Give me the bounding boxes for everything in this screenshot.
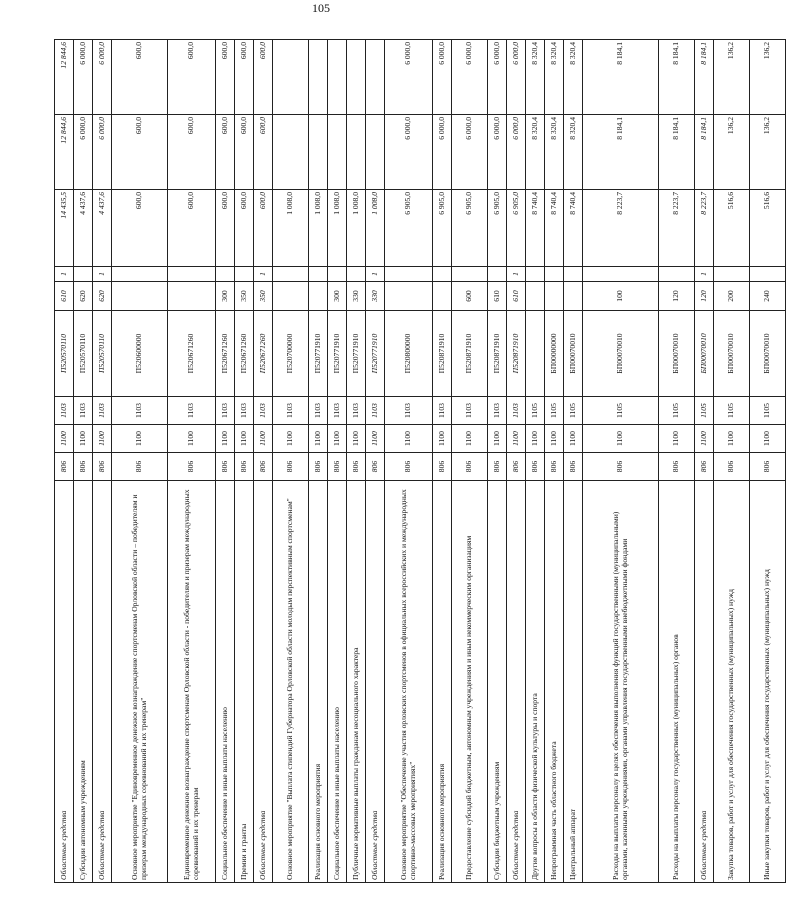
row-section: 1100 bbox=[526, 425, 545, 453]
table-row bbox=[695, 40, 714, 883]
row-source-code bbox=[168, 267, 216, 282]
row-amount-3: 600,0 bbox=[112, 40, 168, 115]
row-name: Иные закупки товаров, работ и услуг для обеспечения государственных (муниципальных) нужд bbox=[750, 481, 786, 883]
row-expense-type: 300 bbox=[216, 282, 235, 311]
row-name: Расходы на выплаты персоналу в целях обеспечения выполнения функций государственными (муниципальными) органами, казенными учреждениями, органами управления государственными внебюджетными фондами bbox=[583, 481, 659, 883]
row-section: 1100 bbox=[695, 425, 714, 453]
row-target-code: П520871910 bbox=[433, 311, 452, 397]
row-target-code: П520671260 bbox=[216, 311, 235, 397]
row-source-code bbox=[309, 267, 328, 282]
row-subsection: 1103 bbox=[488, 397, 507, 425]
row-target-code: БП00070010 bbox=[750, 311, 786, 397]
row-admin-code: 806 bbox=[93, 453, 112, 481]
row-section: 1100 bbox=[328, 425, 347, 453]
row-expense-type: 300 bbox=[328, 282, 347, 311]
row-target-code: П520671260 bbox=[168, 311, 216, 397]
row-section: 1100 bbox=[714, 425, 750, 453]
row-name: Социальное обеспечение и иные выплаты населению bbox=[216, 481, 235, 883]
row-subsection: 1105 bbox=[526, 397, 545, 425]
row-amount-1: 1 008,0 bbox=[347, 190, 366, 267]
row-amount-2: 12 844,6 bbox=[55, 115, 74, 190]
row-amount-1: 8 223,7 bbox=[659, 190, 695, 267]
row-name: Реализация основного мероприятия bbox=[309, 481, 328, 883]
row-expense-type bbox=[385, 282, 433, 311]
table-row bbox=[112, 40, 168, 883]
row-admin-code: 806 bbox=[112, 453, 168, 481]
row-source-code bbox=[545, 267, 564, 282]
table-row bbox=[216, 40, 235, 883]
table-row bbox=[714, 40, 750, 883]
row-admin-code: 806 bbox=[714, 453, 750, 481]
row-amount-1: 1 008,0 bbox=[273, 190, 309, 267]
page-number: 105 bbox=[312, 1, 330, 15]
row-subsection: 1103 bbox=[55, 397, 74, 425]
row-subsection: 1103 bbox=[309, 397, 328, 425]
row-source-code bbox=[74, 267, 93, 282]
row-subsection: 1103 bbox=[452, 397, 488, 425]
row-source-code bbox=[526, 267, 545, 282]
row-amount-3: 8 184,1 bbox=[659, 40, 695, 115]
row-source-code bbox=[564, 267, 583, 282]
row-expense-type: 100 bbox=[583, 282, 659, 311]
table-row bbox=[659, 40, 695, 883]
row-subsection: 1103 bbox=[328, 397, 347, 425]
row-admin-code: 806 bbox=[366, 453, 385, 481]
row-subsection: 1103 bbox=[74, 397, 93, 425]
row-amount-1: 600,0 bbox=[216, 190, 235, 267]
row-admin-code: 806 bbox=[385, 453, 433, 481]
row-amount-3: 6 000,0 bbox=[93, 40, 112, 115]
row-subsection: 1103 bbox=[366, 397, 385, 425]
row-expense-type: 120 bbox=[695, 282, 714, 311]
row-name: Другие вопросы в области физической культуры и спорта bbox=[526, 481, 545, 883]
row-amount-3: 8 184,1 bbox=[583, 40, 659, 115]
row-name: Реализация основного мероприятия bbox=[433, 481, 452, 883]
row-section: 1100 bbox=[235, 425, 254, 453]
row-admin-code: 806 bbox=[564, 453, 583, 481]
row-target-code: БП00000000 bbox=[545, 311, 564, 397]
row-name: Публичные нормативные выплаты гражданам несоциального характера bbox=[347, 481, 366, 883]
row-section: 1100 bbox=[273, 425, 309, 453]
row-amount-1: 600,0 bbox=[235, 190, 254, 267]
table-row bbox=[433, 40, 452, 883]
row-section: 1100 bbox=[366, 425, 385, 453]
row-section: 1100 bbox=[112, 425, 168, 453]
row-amount-3: 136,2 bbox=[750, 40, 786, 115]
row-target-code: П520771910 bbox=[328, 311, 347, 397]
row-target-code: П520570110 bbox=[93, 311, 112, 397]
row-amount-1: 8 223,7 bbox=[695, 190, 714, 267]
row-admin-code: 806 bbox=[750, 453, 786, 481]
row-target-code bbox=[526, 311, 545, 397]
row-expense-type: 240 bbox=[750, 282, 786, 311]
table-row bbox=[366, 40, 385, 883]
row-section: 1100 bbox=[564, 425, 583, 453]
row-target-code: П520671260 bbox=[254, 311, 273, 397]
row-target-code: П520771910 bbox=[309, 311, 328, 397]
row-section: 1100 bbox=[347, 425, 366, 453]
row-expense-type bbox=[526, 282, 545, 311]
row-amount-1: 8 740,4 bbox=[564, 190, 583, 267]
row-section: 1100 bbox=[55, 425, 74, 453]
row-target-code: П520871910 bbox=[507, 311, 526, 397]
table-row bbox=[564, 40, 583, 883]
row-amount-1: 4 437,6 bbox=[93, 190, 112, 267]
row-amount-2 bbox=[366, 115, 385, 190]
row-target-code: П520800000 bbox=[385, 311, 433, 397]
row-amount-3: 8 184,1 bbox=[695, 40, 714, 115]
row-amount-2: 8 320,4 bbox=[526, 115, 545, 190]
table-row bbox=[235, 40, 254, 883]
row-admin-code: 806 bbox=[328, 453, 347, 481]
row-source-code: 1 bbox=[695, 267, 714, 282]
row-expense-type bbox=[433, 282, 452, 311]
row-subsection: 1103 bbox=[235, 397, 254, 425]
row-section: 1100 bbox=[750, 425, 786, 453]
row-amount-2: 6 000,0 bbox=[452, 115, 488, 190]
row-expense-type: 330 bbox=[347, 282, 366, 311]
row-admin-code: 806 bbox=[168, 453, 216, 481]
row-name: Субсидии автономным учреждениям bbox=[74, 481, 93, 883]
table-row bbox=[254, 40, 273, 883]
table-row bbox=[545, 40, 564, 883]
row-source-code bbox=[385, 267, 433, 282]
row-name: Премии и гранты bbox=[235, 481, 254, 883]
row-source-code: 1 bbox=[93, 267, 112, 282]
table-row bbox=[507, 40, 526, 883]
row-source-code: 1 bbox=[254, 267, 273, 282]
table-row bbox=[452, 40, 488, 883]
row-amount-1: 6 905,0 bbox=[385, 190, 433, 267]
row-amount-2: 8 320,4 bbox=[564, 115, 583, 190]
row-name: Основное мероприятие "Единовременное денежное вознаграждение спортсменам Орловской области – победителям и призерам международных соревнований и их тренерам" bbox=[112, 481, 168, 883]
row-expense-type bbox=[309, 282, 328, 311]
row-name: Субсидии бюджетным учреждениям bbox=[488, 481, 507, 883]
row-name: Областные средства bbox=[254, 481, 273, 883]
row-amount-1: 4 437,6 bbox=[74, 190, 93, 267]
row-subsection: 1103 bbox=[168, 397, 216, 425]
row-admin-code: 806 bbox=[216, 453, 235, 481]
row-admin-code: 806 bbox=[507, 453, 526, 481]
row-subsection: 1103 bbox=[273, 397, 309, 425]
row-admin-code: 806 bbox=[309, 453, 328, 481]
row-name: Расходы на выплаты персоналу государственных (муниципальных) органов bbox=[659, 481, 695, 883]
row-amount-1: 6 905,0 bbox=[507, 190, 526, 267]
row-amount-2: 6 000,0 bbox=[385, 115, 433, 190]
row-admin-code: 806 bbox=[452, 453, 488, 481]
row-name: Областные средства bbox=[507, 481, 526, 883]
row-subsection: 1103 bbox=[433, 397, 452, 425]
row-source-code bbox=[452, 267, 488, 282]
row-amount-3: 8 320,4 bbox=[564, 40, 583, 115]
table-row bbox=[55, 40, 74, 883]
row-expense-type: 600 bbox=[452, 282, 488, 311]
row-admin-code: 806 bbox=[254, 453, 273, 481]
row-name: Социальное обеспечение и иные выплаты населению bbox=[328, 481, 347, 883]
row-amount-3 bbox=[309, 40, 328, 115]
row-target-code: П520771910 bbox=[347, 311, 366, 397]
row-target-code: П520600000 bbox=[112, 311, 168, 397]
row-amount-3 bbox=[347, 40, 366, 115]
row-section: 1100 bbox=[93, 425, 112, 453]
row-amount-3: 12 844,6 bbox=[55, 40, 74, 115]
row-admin-code: 806 bbox=[347, 453, 366, 481]
row-target-code: П520700000 bbox=[273, 311, 309, 397]
row-subsection: 1105 bbox=[714, 397, 750, 425]
row-expense-type bbox=[545, 282, 564, 311]
row-name: Областные средства bbox=[695, 481, 714, 883]
row-amount-3: 600,0 bbox=[168, 40, 216, 115]
row-admin-code: 806 bbox=[433, 453, 452, 481]
row-amount-2: 136,2 bbox=[714, 115, 750, 190]
table-row bbox=[750, 40, 786, 883]
row-admin-code: 806 bbox=[659, 453, 695, 481]
row-amount-1: 14 435,5 bbox=[55, 190, 74, 267]
row-amount-2: 6 000,0 bbox=[93, 115, 112, 190]
row-source-code bbox=[433, 267, 452, 282]
row-source-code bbox=[273, 267, 309, 282]
row-expense-type: 120 bbox=[659, 282, 695, 311]
row-expense-type bbox=[112, 282, 168, 311]
row-amount-1: 516,6 bbox=[714, 190, 750, 267]
row-source-code: 1 bbox=[507, 267, 526, 282]
row-amount-1: 600,0 bbox=[254, 190, 273, 267]
row-name: Областные средства bbox=[55, 481, 74, 883]
row-admin-code: 806 bbox=[55, 453, 74, 481]
row-subsection: 1103 bbox=[112, 397, 168, 425]
row-section: 1100 bbox=[254, 425, 273, 453]
row-admin-code: 806 bbox=[583, 453, 659, 481]
row-amount-3 bbox=[366, 40, 385, 115]
row-name: Единовременное денежное вознаграждение спортсменам Орловской области - победителям и призерам международных соревнований и их тренерам bbox=[168, 481, 216, 883]
row-section: 1100 bbox=[385, 425, 433, 453]
row-section: 1100 bbox=[433, 425, 452, 453]
row-admin-code: 806 bbox=[235, 453, 254, 481]
row-source-code bbox=[659, 267, 695, 282]
row-subsection: 1105 bbox=[750, 397, 786, 425]
row-name: Центральный аппарат bbox=[564, 481, 583, 883]
table-row bbox=[583, 40, 659, 883]
row-section: 1100 bbox=[452, 425, 488, 453]
budget-sheet bbox=[54, 40, 772, 883]
row-name: Областные средства bbox=[93, 481, 112, 883]
row-expense-type: 200 bbox=[714, 282, 750, 311]
row-subsection: 1103 bbox=[254, 397, 273, 425]
row-amount-3: 600,0 bbox=[254, 40, 273, 115]
row-target-code: БП00070010 bbox=[695, 311, 714, 397]
row-source-code: 1 bbox=[366, 267, 385, 282]
row-amount-3 bbox=[273, 40, 309, 115]
row-amount-3 bbox=[328, 40, 347, 115]
row-expense-type: 350 bbox=[254, 282, 273, 311]
budget-table-body bbox=[55, 40, 786, 883]
row-amount-1: 6 905,0 bbox=[433, 190, 452, 267]
row-source-code: 1 bbox=[55, 267, 74, 282]
row-section: 1100 bbox=[74, 425, 93, 453]
row-target-code: БП00070010 bbox=[583, 311, 659, 397]
table-row bbox=[385, 40, 433, 883]
row-section: 1100 bbox=[488, 425, 507, 453]
row-expense-type: 610 bbox=[488, 282, 507, 311]
row-source-code bbox=[235, 267, 254, 282]
row-expense-type: 620 bbox=[93, 282, 112, 311]
row-section: 1100 bbox=[583, 425, 659, 453]
row-expense-type bbox=[564, 282, 583, 311]
table-row bbox=[347, 40, 366, 883]
row-target-code: П520671260 bbox=[235, 311, 254, 397]
table-row bbox=[328, 40, 347, 883]
row-expense-type: 610 bbox=[55, 282, 74, 311]
row-amount-1: 516,6 bbox=[750, 190, 786, 267]
row-subsection: 1103 bbox=[347, 397, 366, 425]
row-name: Основное мероприятие "Обеспечение участия орловских спортсменов в официальных всероссийских и международных спортивно-массовых мероприятиях" bbox=[385, 481, 433, 883]
row-amount-3: 600,0 bbox=[216, 40, 235, 115]
row-target-code: БП00070010 bbox=[659, 311, 695, 397]
row-source-code bbox=[112, 267, 168, 282]
row-amount-3: 8 320,4 bbox=[545, 40, 564, 115]
row-source-code bbox=[216, 267, 235, 282]
row-amount-2: 8 184,1 bbox=[695, 115, 714, 190]
table-row bbox=[74, 40, 93, 883]
row-name: Основное мероприятие "Выплата стипендий Губернатора Орловской области молодым перспективным спортсменам" bbox=[273, 481, 309, 883]
row-subsection: 1105 bbox=[564, 397, 583, 425]
row-amount-1: 6 905,0 bbox=[488, 190, 507, 267]
row-target-code: БП00070010 bbox=[714, 311, 750, 397]
row-amount-3: 600,0 bbox=[235, 40, 254, 115]
row-admin-code: 806 bbox=[488, 453, 507, 481]
row-subsection: 1105 bbox=[545, 397, 564, 425]
row-admin-code: 806 bbox=[526, 453, 545, 481]
row-amount-3: 8 320,4 bbox=[526, 40, 545, 115]
row-source-code bbox=[750, 267, 786, 282]
row-source-code bbox=[714, 267, 750, 282]
row-subsection: 1103 bbox=[385, 397, 433, 425]
row-amount-1: 600,0 bbox=[112, 190, 168, 267]
row-name: Закупка товаров, работ и услуг для обеспечения государственных (муниципальных) нужд bbox=[714, 481, 750, 883]
row-subsection: 1105 bbox=[659, 397, 695, 425]
row-target-code: П520570110 bbox=[55, 311, 74, 397]
row-amount-2: 600,0 bbox=[235, 115, 254, 190]
row-amount-3: 6 000,0 bbox=[385, 40, 433, 115]
row-amount-3: 6 000,0 bbox=[433, 40, 452, 115]
row-name: Областные средства bbox=[366, 481, 385, 883]
row-amount-2: 8 320,4 bbox=[545, 115, 564, 190]
row-amount-1: 8 740,4 bbox=[526, 190, 545, 267]
row-amount-2: 136,2 bbox=[750, 115, 786, 190]
row-target-code: П520771910 bbox=[366, 311, 385, 397]
table-row bbox=[93, 40, 112, 883]
row-subsection: 1103 bbox=[93, 397, 112, 425]
row-section: 1100 bbox=[507, 425, 526, 453]
row-amount-2 bbox=[273, 115, 309, 190]
row-section: 1100 bbox=[659, 425, 695, 453]
row-section: 1100 bbox=[168, 425, 216, 453]
budget-table bbox=[54, 39, 786, 883]
row-amount-2: 600,0 bbox=[168, 115, 216, 190]
row-name: Предоставление субсидий бюджетным, автономным учреждениям и иным некоммерческим организациям bbox=[452, 481, 488, 883]
row-amount-2: 6 000,0 bbox=[507, 115, 526, 190]
row-expense-type: 610 bbox=[507, 282, 526, 311]
row-amount-3: 6 000,0 bbox=[488, 40, 507, 115]
row-amount-1: 8 740,4 bbox=[545, 190, 564, 267]
row-target-code: БП00070010 bbox=[564, 311, 583, 397]
row-target-code: П520871910 bbox=[488, 311, 507, 397]
row-section: 1100 bbox=[545, 425, 564, 453]
row-source-code bbox=[347, 267, 366, 282]
row-name: Непрограммная часть областного бюджета bbox=[545, 481, 564, 883]
row-source-code bbox=[583, 267, 659, 282]
row-expense-type: 330 bbox=[366, 282, 385, 311]
row-expense-type bbox=[273, 282, 309, 311]
row-subsection: 1103 bbox=[216, 397, 235, 425]
row-amount-2 bbox=[347, 115, 366, 190]
row-target-code: П520871910 bbox=[452, 311, 488, 397]
row-amount-3: 136,2 bbox=[714, 40, 750, 115]
row-admin-code: 806 bbox=[74, 453, 93, 481]
row-section: 1100 bbox=[309, 425, 328, 453]
row-amount-2 bbox=[309, 115, 328, 190]
row-subsection: 1105 bbox=[583, 397, 659, 425]
row-amount-1: 1 008,0 bbox=[309, 190, 328, 267]
row-amount-3: 6 000,0 bbox=[452, 40, 488, 115]
row-amount-3: 6 000,0 bbox=[507, 40, 526, 115]
row-subsection: 1105 bbox=[695, 397, 714, 425]
row-expense-type bbox=[168, 282, 216, 311]
row-amount-3: 6 000,0 bbox=[74, 40, 93, 115]
table-row bbox=[488, 40, 507, 883]
row-amount-2 bbox=[328, 115, 347, 190]
row-admin-code: 806 bbox=[545, 453, 564, 481]
row-source-code bbox=[328, 267, 347, 282]
row-admin-code: 806 bbox=[695, 453, 714, 481]
row-target-code: П520570110 bbox=[74, 311, 93, 397]
row-section: 1100 bbox=[216, 425, 235, 453]
row-source-code bbox=[488, 267, 507, 282]
row-expense-type: 620 bbox=[74, 282, 93, 311]
row-amount-2: 6 000,0 bbox=[488, 115, 507, 190]
table-row bbox=[526, 40, 545, 883]
table-row bbox=[309, 40, 328, 883]
row-amount-2: 600,0 bbox=[112, 115, 168, 190]
row-subsection: 1103 bbox=[507, 397, 526, 425]
row-amount-1: 600,0 bbox=[168, 190, 216, 267]
row-amount-2: 6 000,0 bbox=[74, 115, 93, 190]
table-row bbox=[168, 40, 216, 883]
row-amount-1: 8 223,7 bbox=[583, 190, 659, 267]
row-amount-2: 600,0 bbox=[254, 115, 273, 190]
row-amount-1: 1 008,0 bbox=[366, 190, 385, 267]
row-amount-2: 8 184,1 bbox=[659, 115, 695, 190]
row-amount-2: 6 000,0 bbox=[433, 115, 452, 190]
row-amount-1: 6 905,0 bbox=[452, 190, 488, 267]
row-expense-type: 350 bbox=[235, 282, 254, 311]
row-amount-2: 600,0 bbox=[216, 115, 235, 190]
row-amount-1: 1 008,0 bbox=[328, 190, 347, 267]
row-admin-code: 806 bbox=[273, 453, 309, 481]
table-row bbox=[273, 40, 309, 883]
row-amount-2: 8 184,1 bbox=[583, 115, 659, 190]
